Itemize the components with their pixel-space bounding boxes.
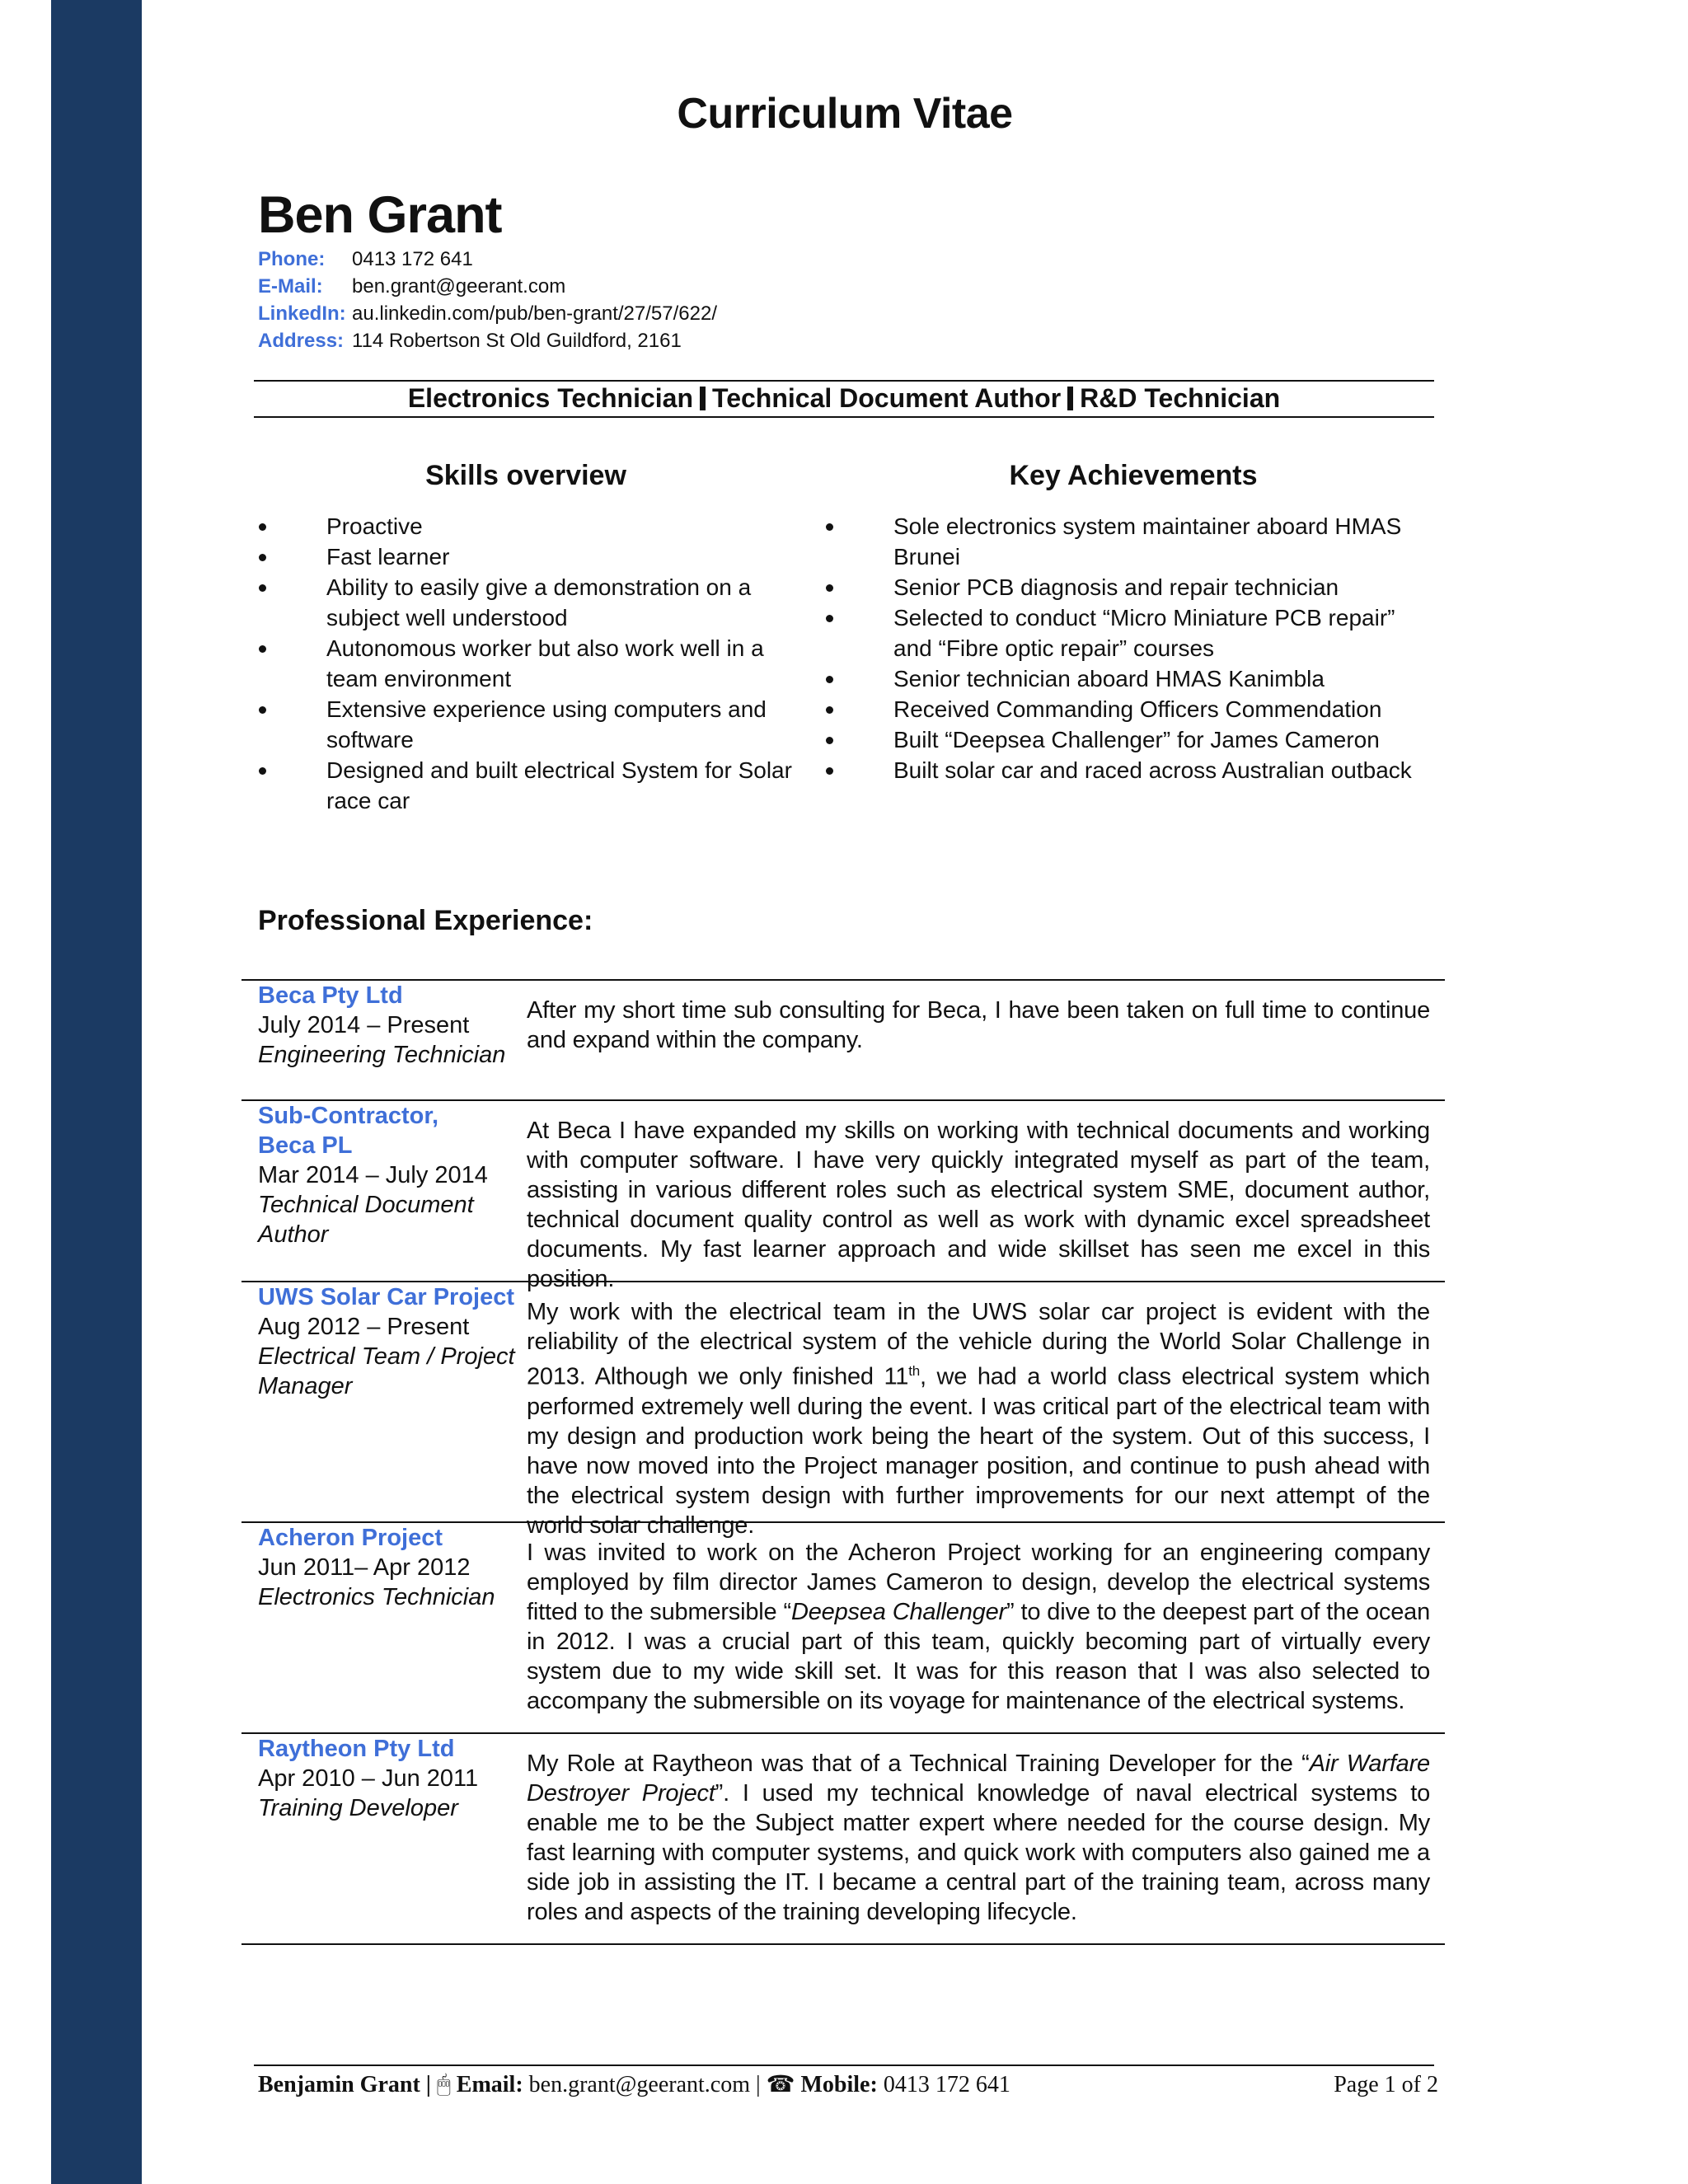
company-name: Acheron Project <box>258 1525 443 1551</box>
job-title: Electronics Technician <box>258 1584 495 1610</box>
experience-description: At Beca I have expanded my skills on working with technical documents and working with computer software. I have very quickly integrated myself as part of the team, assisting in various different roles such as electrical system SME, document author, technical document quality control as well as work with dynamic excel spreadsheet documents. My fast learner approach and wide skillset has seen me excel in this position. <box>527 1118 1430 1292</box>
experience-meta <box>241 1734 527 1943</box>
role-separator <box>1067 387 1073 410</box>
experience-heading: Professional Experience: <box>258 905 593 936</box>
employment-dates: Jun 2011– Apr 2012 <box>258 1554 471 1581</box>
experience-meta <box>241 1101 527 1281</box>
footer-email-label: Email: <box>456 2072 523 2097</box>
email-value: ben.grant@geerant.com <box>352 275 566 298</box>
company-name: UWS Solar Car Project <box>258 1284 515 1310</box>
table-row <box>241 1523 1445 1734</box>
employment-dates: Apr 2010 – Jun 2011 <box>258 1765 479 1792</box>
list-item <box>821 755 1439 785</box>
bullet-icon <box>826 676 833 683</box>
list-item <box>821 663 1439 694</box>
role-title: R&D Technician <box>1080 383 1281 413</box>
achievement-text: Senior technician aboard HMAS Kanimbla <box>893 666 1325 691</box>
list-item <box>821 572 1439 602</box>
employment-dates: July 2014 – Present <box>258 1012 470 1038</box>
bullet-icon <box>259 523 266 531</box>
skill-text: Proactive <box>326 513 423 539</box>
list-item <box>254 633 798 694</box>
job-title: Technical Document Author <box>258 1192 474 1248</box>
list-item <box>254 755 798 816</box>
job-title: Engineering Technician <box>258 1042 506 1068</box>
table-row <box>241 981 1445 1101</box>
mouse-icon: 🖱 <box>436 2072 451 2097</box>
employment-dates: Aug 2012 – Present <box>258 1314 470 1340</box>
achievement-text: Received Commanding Officers Commendation <box>893 696 1382 722</box>
bullet-icon <box>826 737 833 744</box>
skill-text: Designed and built electrical System for Solar race car <box>326 757 792 813</box>
achievement-text: Built “Deepsea Challenger” for James Cameron <box>893 727 1380 752</box>
description-text: ” to dive to the deepest part of the ocean in 2012. I was a crucial part of this team, quickly becoming part of virtually every system due to my wide skill set. It was for this reason that I was also selected to accompany the submersible on its voyage for maintenance of the electrical systems. <box>527 1599 1431 1714</box>
footer-mobile-label: Mobile: <box>800 2072 878 2097</box>
page-footer <box>258 2070 1438 2100</box>
role-title: Technical Document Author <box>712 383 1062 413</box>
page-number: Page 1 of 2 <box>1334 2072 1438 2097</box>
contact-label: E-Mail: <box>258 275 323 298</box>
contact-label: Address: <box>258 330 345 352</box>
skill-text: Fast learner <box>326 544 450 569</box>
skills-list <box>254 511 798 816</box>
description-emphasis: Deepsea Challenger <box>790 1599 1006 1625</box>
description-emphasis: Air Warfare Destroyer Project <box>527 1750 1430 1807</box>
achievement-text: Built solar car and raced across Australian outback <box>893 757 1412 783</box>
achievement-text: Senior PCB diagnosis and repair technician <box>893 574 1339 600</box>
document-title: Curriculum Vitae <box>677 90 1013 138</box>
bullet-icon <box>826 767 833 775</box>
contact-phone <box>258 246 717 273</box>
experience-description: After my short time sub consulting for Beca, I have been taken on full time to continue and expand within the company. <box>527 997 1430 1053</box>
address-value: 114 Robertson St Old Guildford, 2161 <box>352 330 682 352</box>
list-item <box>821 694 1439 724</box>
list-item <box>254 511 798 541</box>
experience-meta <box>241 1282 527 1521</box>
description-text: ”. I used my technical knowledge of naval electrical systems to enable me to be the Subject matter expert where needed for the course design. My fast learning with computer systems, and quick work with computers also gained me a side job in assisting the IT. I became a central part of the training team, across many roles and aspects of the training developing lifecycle. <box>527 1780 1430 1925</box>
footer-name: Benjamin Grant <box>258 2072 420 2097</box>
contact-address <box>258 327 717 354</box>
experience-description <box>527 1282 1445 1539</box>
footer-separator: | <box>425 2072 431 2097</box>
experience-meta <box>241 981 527 1099</box>
description-text: My work with the electrical team in the UWS solar car project is evident with the reliability of the electrical system of the vehicle during the World Solar Challenge in 2013. Although we only finished 11 <box>527 1299 1430 1390</box>
list-item <box>254 694 798 755</box>
footer-email: ben.grant@geerant.com <box>528 2072 750 2097</box>
skills-heading: Skills overview <box>425 460 626 491</box>
role-title: Electronics Technician <box>407 383 694 413</box>
experience-description <box>527 1734 1445 1943</box>
contact-block <box>258 246 717 354</box>
achievement-text: Selected to conduct “Micro Miniature PCB repair” and “Fibre optic repair” courses <box>893 605 1395 661</box>
company-name: Sub-Contractor, Beca PL <box>258 1103 439 1159</box>
contact-email <box>258 273 717 300</box>
list-item <box>254 572 798 633</box>
bullet-icon <box>259 584 266 592</box>
experience-table <box>241 979 1445 1945</box>
page-margin <box>0 0 51 2184</box>
contact-linkedin <box>258 300 717 327</box>
list-item <box>254 541 798 572</box>
bullet-icon <box>259 554 266 561</box>
role-strip <box>254 380 1434 418</box>
skill-text: Ability to easily give a demonstration on a subject well understood <box>326 574 752 630</box>
bullet-icon <box>259 706 266 714</box>
bullet-icon <box>826 615 833 622</box>
table-row <box>241 1101 1445 1292</box>
achievements-heading: Key Achievements <box>1009 460 1258 491</box>
phone-value: 0413 172 641 <box>352 248 473 270</box>
company-name: Raytheon Pty Ltd <box>258 1736 455 1762</box>
bullet-icon <box>826 523 833 531</box>
description-text: , we had a world class electrical system which performed extremely well during the event. I was critical part of the electrical team with my design and production work being the heart of the system. Out of this success, I have now moved into the Project manager position, and continue to push ahead with the electrical system design with further improvements for our next attempt of the world solar challenge. <box>527 1363 1430 1539</box>
bullet-icon <box>259 767 266 775</box>
job-title: Electrical Team / Project Manager <box>258 1343 515 1399</box>
description-text: My Role at Raytheon was that of a Technical Training Developer for the “ <box>527 1750 1310 1777</box>
table-row <box>241 1734 1445 1945</box>
contact-label: Phone: <box>258 248 326 270</box>
candidate-name: Ben Grant <box>258 186 502 244</box>
footer-separator: | <box>756 2072 761 2097</box>
role-separator <box>700 387 706 410</box>
achievement-text: Sole electronics system maintainer aboard HMAS Brunei <box>893 513 1402 569</box>
experience-meta <box>241 1523 527 1732</box>
list-item <box>821 724 1439 755</box>
footer-mobile: 0413 172 641 <box>883 2072 1010 2097</box>
linkedin-value: au.linkedin.com/pub/ben-grant/27/57/622/ <box>352 302 717 325</box>
list-item <box>821 602 1439 663</box>
experience-description <box>527 1523 1445 1732</box>
ordinal-suffix: th <box>908 1363 920 1379</box>
telephone-icon: ☎ <box>766 2072 795 2097</box>
contact-label: LinkedIn: <box>258 302 346 325</box>
footer-divider <box>254 2064 1434 2066</box>
employment-dates: Mar 2014 – July 2014 <box>258 1162 488 1188</box>
company-name: Beca Pty Ltd <box>258 982 403 1009</box>
achievements-list <box>821 511 1439 785</box>
skill-text: Autonomous worker but also work well in a team environment <box>326 635 764 691</box>
sidebar-color-bar <box>51 0 142 2184</box>
bullet-icon <box>826 706 833 714</box>
list-item <box>821 511 1439 572</box>
bullet-icon <box>259 645 266 653</box>
description-text: I was invited to work on the Acheron Project working for an engineering company employed by film director James Cameron to design, develop the electrical systems fitted to the submersible “ <box>527 1540 1430 1625</box>
bullet-icon <box>826 584 833 592</box>
skill-text: Extensive experience using computers and software <box>326 696 767 752</box>
job-title: Training Developer <box>258 1795 458 1821</box>
